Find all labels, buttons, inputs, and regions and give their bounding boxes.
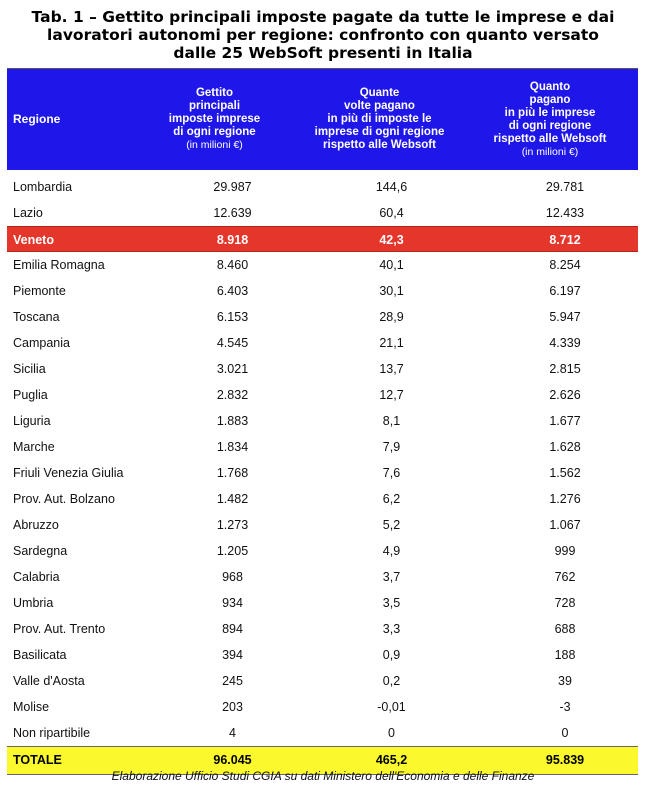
table-row <box>7 668 638 694</box>
row-volte: 28,9 <box>379 310 404 324</box>
row-differenza: 4.339 <box>549 336 581 350</box>
row-volte: 5,2 <box>382 518 401 532</box>
header-differenza-line: pagano <box>529 93 571 106</box>
row-gettito: 245 <box>222 674 243 688</box>
header-differenza-line: di ogni regione <box>508 119 592 132</box>
row-gettito: 8.918 <box>216 233 249 247</box>
header-volte-line: volte pagano <box>344 100 415 112</box>
row-volte: 6,2 <box>382 492 401 506</box>
header-differenza <box>462 69 638 170</box>
row-volte: 4,9 <box>382 544 401 558</box>
row-differenza: 999 <box>554 544 576 558</box>
table-row <box>7 564 638 590</box>
row-region: Prov. Aut. Trento <box>13 622 106 636</box>
table-row <box>7 616 638 642</box>
row-differenza: 2.815 <box>549 362 581 376</box>
header-volte-line: Quante <box>359 87 400 99</box>
row-volte: 0,9 <box>382 648 401 662</box>
row-differenza: 1.677 <box>549 414 581 428</box>
row-differenza: 6.197 <box>549 284 581 298</box>
table-header <box>7 68 638 170</box>
row-differenza: 1.067 <box>549 518 581 532</box>
table-row <box>7 174 638 200</box>
header-volte-line: rispetto alle Websoft <box>323 139 436 151</box>
row-region: Emilia Romagna <box>13 258 105 272</box>
row-differenza: 29.781 <box>545 180 585 194</box>
row-region: Valle d'Aosta <box>13 674 85 688</box>
row-differenza: 1.276 <box>549 492 581 506</box>
total-volte: 465,2 <box>375 753 408 767</box>
row-region: Liguria <box>13 414 51 428</box>
row-region: Toscana <box>13 310 60 324</box>
row-differenza: 0 <box>561 726 569 740</box>
table-row <box>7 694 638 720</box>
row-gettito: 8.460 <box>216 258 249 272</box>
row-region: Basilicata <box>13 648 67 662</box>
table-row <box>7 278 638 304</box>
table-title <box>0 8 646 62</box>
row-differenza: 688 <box>554 622 576 636</box>
table-row <box>7 538 638 564</box>
header-gettito-line: imposte imprese <box>168 113 261 125</box>
row-gettito: 1.273 <box>216 518 249 532</box>
header-volte <box>297 69 462 170</box>
row-region: Non ripartibile <box>13 726 91 740</box>
row-gettito: 394 <box>222 648 243 662</box>
row-volte: 3,3 <box>382 622 401 636</box>
row-differenza: 8.712 <box>549 233 581 247</box>
row-volte: 40,1 <box>379 258 404 272</box>
row-region: Piemonte <box>13 284 66 298</box>
row-gettito: 1.834 <box>216 440 249 454</box>
row-volte: 30,1 <box>379 284 404 298</box>
row-region: Campania <box>13 336 70 350</box>
table-row <box>7 512 638 538</box>
row-volte: 12,7 <box>379 388 404 402</box>
row-gettito: 1.883 <box>216 414 249 428</box>
row-differenza: -3 <box>559 700 571 714</box>
row-differenza: 188 <box>554 648 576 662</box>
header-gettito-line: principali <box>188 100 241 112</box>
row-gettito: 2.832 <box>216 388 249 402</box>
header-gettito-unit: (in milioni €) <box>186 139 243 151</box>
header-region-label: Regione <box>13 112 61 126</box>
row-differenza: 12.433 <box>545 206 585 220</box>
row-differenza: 762 <box>554 570 576 584</box>
table-row <box>7 408 638 434</box>
title-line-2: lavoratori autonomi per regione: confronto con quanto versato <box>47 26 599 44</box>
row-region: Umbria <box>13 596 54 610</box>
table-row <box>7 252 638 278</box>
total-region: TOTALE <box>13 753 62 767</box>
row-volte: 13,7 <box>379 362 404 376</box>
row-gettito: 1.768 <box>216 466 249 480</box>
header-gettito-line: di ogni regione <box>173 126 256 138</box>
row-region: Sardegna <box>13 544 68 558</box>
title-line-1: Tab. 1 – Gettito principali imposte pagate da tutte le imprese e dai <box>31 8 615 26</box>
table-row-highlighted <box>7 226 638 252</box>
row-volte: 0,2 <box>382 674 401 688</box>
header-volte-line: imprese di ogni regione <box>314 126 445 138</box>
row-differenza: 39 <box>558 674 572 688</box>
header-gettito-line: Gettito <box>195 87 234 99</box>
row-volte: 3,7 <box>382 570 401 584</box>
header-differenza-line: in più le imprese <box>504 106 596 119</box>
row-gettito: 6.403 <box>216 284 249 298</box>
row-region: Sicilia <box>13 362 46 376</box>
row-differenza: 5.947 <box>549 310 581 324</box>
row-gettito: 29.987 <box>213 180 252 194</box>
tax-table <box>7 68 638 775</box>
row-differenza: 1.562 <box>549 466 581 480</box>
row-differenza: 2.626 <box>549 388 581 402</box>
header-volte-line: in più di imposte le <box>327 113 432 125</box>
total-differenza: 95.839 <box>545 753 585 767</box>
row-gettito: 1.482 <box>216 492 249 506</box>
total-gettito: 96.045 <box>213 753 252 767</box>
table-body <box>7 174 638 746</box>
row-region: Friuli Venezia Giulia <box>13 466 124 480</box>
row-gettito: 12.639 <box>213 206 252 220</box>
row-region: Calabria <box>13 570 60 584</box>
row-volte: 144,6 <box>375 180 408 194</box>
row-gettito: 4 <box>229 726 236 740</box>
row-volte: 7,9 <box>382 440 401 454</box>
table-row <box>7 460 638 486</box>
header-differenza-line: rispetto alle Websoft <box>493 132 607 145</box>
row-region: Molise <box>13 700 50 714</box>
table-row <box>7 590 638 616</box>
row-gettito: 894 <box>222 622 243 636</box>
row-volte: -0,01 <box>377 700 406 714</box>
table-row <box>7 382 638 408</box>
table-row <box>7 200 638 226</box>
row-gettito: 203 <box>222 700 243 714</box>
row-volte: 7,6 <box>382 466 401 480</box>
table-row <box>7 642 638 668</box>
row-region: Lombardia <box>13 180 73 194</box>
row-region: Abruzzo <box>13 518 59 532</box>
table-row <box>7 486 638 512</box>
row-gettito: 968 <box>222 570 243 584</box>
row-region: Lazio <box>13 206 43 220</box>
row-gettito: 4.545 <box>216 336 249 350</box>
row-volte: 8,1 <box>382 414 401 428</box>
row-region: Marche <box>13 440 55 454</box>
header-differenza-line: Quanto <box>529 80 571 93</box>
row-region: Veneto <box>13 233 54 247</box>
row-gettito: 3.021 <box>216 362 249 376</box>
source-note: Elaborazione Ufficio Studi CGIA su dati Ministero dell'Economia e delle Finanze <box>111 769 535 783</box>
row-volte: 0 <box>388 726 395 740</box>
row-volte: 60,4 <box>379 206 404 220</box>
header-region <box>7 69 132 170</box>
row-gettito: 1.205 <box>216 544 249 558</box>
row-volte: 42,3 <box>379 233 404 247</box>
row-region: Puglia <box>13 388 48 402</box>
row-volte: 3,5 <box>382 596 401 610</box>
row-differenza: 8.254 <box>549 258 581 272</box>
table-row <box>7 720 638 746</box>
row-volte: 21,1 <box>379 336 404 350</box>
row-region: Prov. Aut. Bolzano <box>13 492 115 506</box>
title-line-3: dalle 25 WebSoft presenti in Italia <box>173 44 473 62</box>
table-row <box>7 356 638 382</box>
table-row <box>7 330 638 356</box>
row-differenza: 728 <box>554 596 576 610</box>
header-gettito <box>132 69 297 170</box>
table-row <box>7 304 638 330</box>
header-differenza-unit: (in milioni €) <box>521 145 579 158</box>
row-gettito: 934 <box>222 596 243 610</box>
row-gettito: 6.153 <box>216 310 249 324</box>
row-differenza: 1.628 <box>549 440 581 454</box>
table-row <box>7 434 638 460</box>
